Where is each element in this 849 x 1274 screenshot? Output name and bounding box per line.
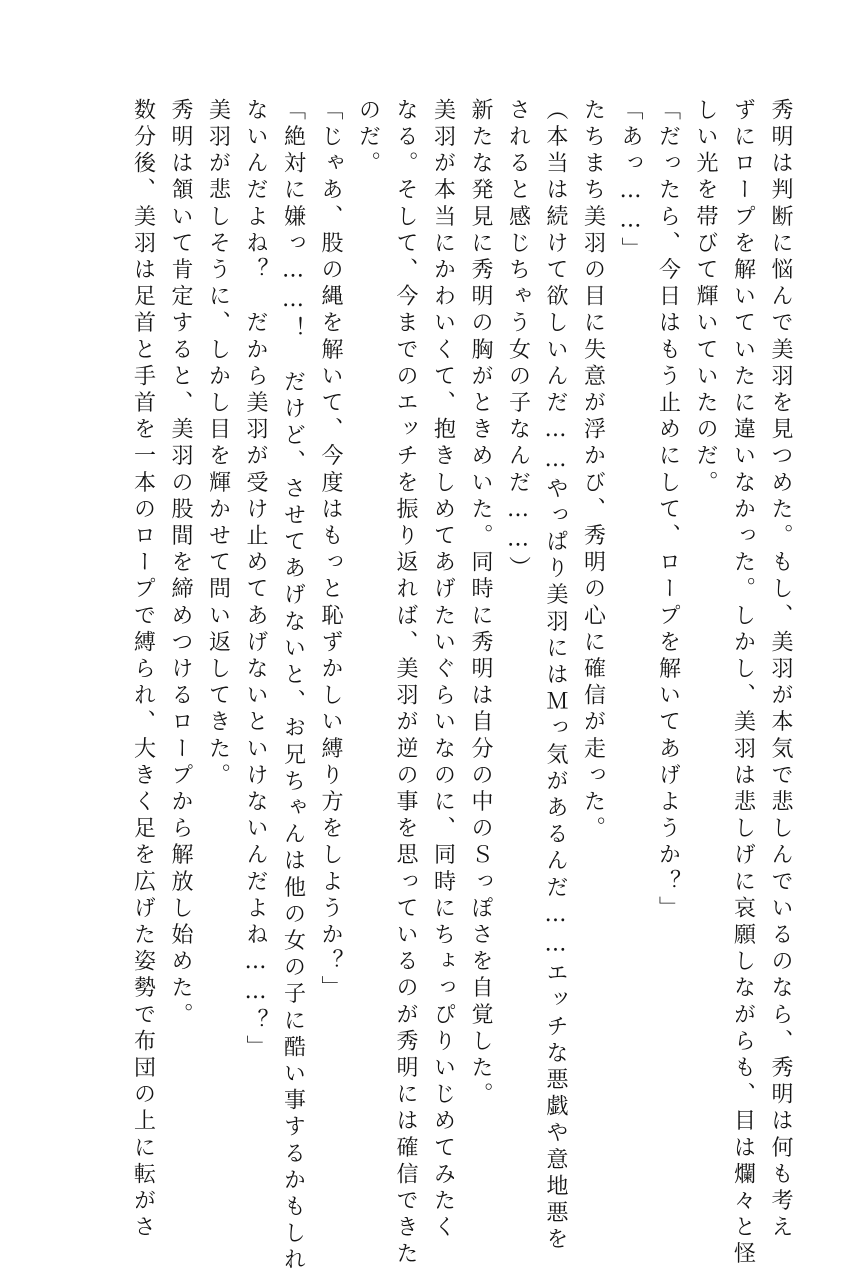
text-line-13: 「じゃあ、股の縄を解いて、今度はもっと恥ずかしい縛り方をしようか？」 bbox=[318, 98, 343, 1003]
text-line-17: 秀明は頷いて肯定すると、美羽の股間を締めつけるロープから解放し始めた。 bbox=[168, 98, 193, 1029]
text-line-9: 新たな発見に秀明の胸がときめいた。同時に秀明は自分の中のＳっぽさを自覚した。 bbox=[468, 98, 493, 1109]
text-line-6: たちまち美羽の目に失意が浮かび、秀明の心に確信が走った。 bbox=[580, 98, 606, 843]
text-line-14: 「絶対に嫌っ……！ だけど、させてあげないと、お兄ちゃんは他の女の子に酷い事するかもしれ bbox=[280, 98, 306, 1274]
text-line-3: しい光を帯びて輝いていたのだ。 bbox=[693, 98, 718, 497]
vertical-text-body bbox=[124, 98, 799, 1274]
text-line-5: 「あっ……」 bbox=[618, 98, 643, 264]
text-line-12: のだ。 bbox=[355, 98, 381, 178]
text-line-2: ずにロープを解いていたに違いなかった。しかし、美羽は悲しげに哀願しながらも、目は爛々と怪 bbox=[730, 98, 756, 1269]
text-line-16: 美羽が悲しそうに、しかし目を輝かせて問い返してきた。 bbox=[205, 98, 231, 790]
text-line-15: ないんだよね？ だから美羽が受け止めてあげないといけないんだよね……？」 bbox=[243, 98, 268, 1062]
text-line-18: 数分後、美羽は足首と手首を一本のロープで縛られ、大きく足を広げた姿勢で布団の上に転がさ bbox=[130, 98, 156, 1242]
text-line-8: されると感じちゃう女の子なんだ……） bbox=[505, 98, 531, 583]
text-line-1: 秀明は判断に悩んで美羽を見つめた。もし、美羽が本気で悲しんでいるのなら、秀明は何も考え bbox=[768, 98, 793, 1242]
text-line-10: 美羽が本当にかわいくて、抱きしめてあげたいぐらいなのに、同時にちょっぴりいじめてみたく bbox=[430, 98, 456, 1242]
text-line-4: 「だったら、今日はもう止めにして、ロープを解いてあげようか？」 bbox=[655, 98, 681, 923]
text-line-7: （本当は続けて欲しいんだ……やっぱり美羽にはＭっ気があるんだ……エッチな悪戯や意地悪を bbox=[543, 98, 568, 1254]
text-line-11: なる。そして、今までのエッチを振り返れば、美羽が逆の事を思っているのが秀明には確信できた bbox=[393, 98, 418, 1269]
